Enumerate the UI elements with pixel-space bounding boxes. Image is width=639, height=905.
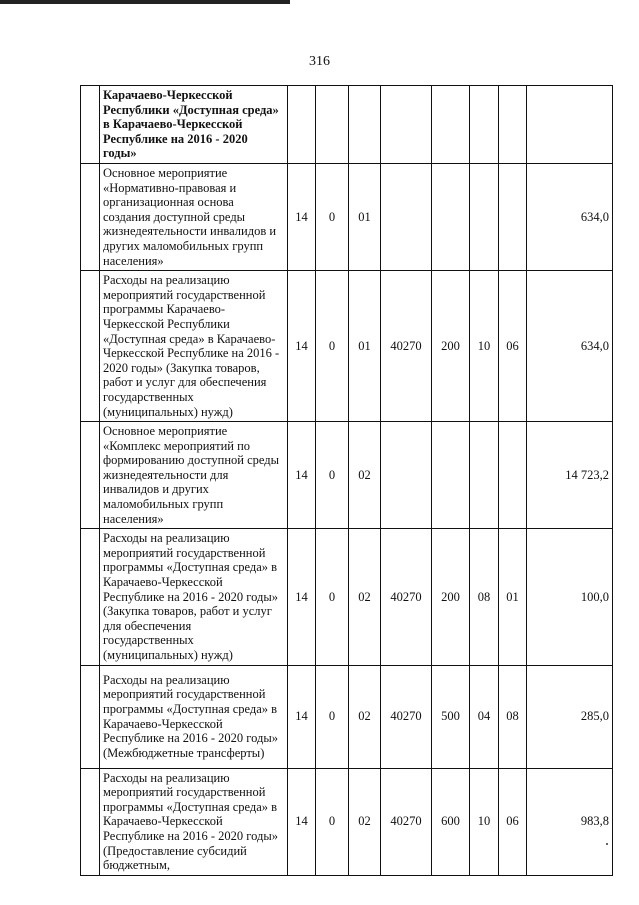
amount (527, 86, 613, 164)
program-code: 14 (288, 422, 316, 529)
event-code: 01 (349, 164, 381, 271)
direction-code: 40270 (381, 529, 432, 665)
section-code (470, 164, 499, 271)
program-code: 14 (288, 271, 316, 422)
row-number-cell (81, 529, 100, 665)
amount: 100,0 (527, 529, 613, 665)
table-row (81, 665, 613, 768)
table-row (81, 271, 613, 422)
table-row (81, 422, 613, 529)
row-name: Основное мероприятие «Комплекс мероприятий по формированию доступной среды жизнедеятельности для инвалидов и других маломобильных групп населения» (100, 422, 288, 529)
amount: 14 723,2 (527, 422, 613, 529)
section-code (470, 86, 499, 164)
program-code: 14 (288, 529, 316, 665)
subsection-code: 08 (499, 665, 527, 768)
amount: 634,0 (527, 164, 613, 271)
expense-type-code: 200 (432, 529, 470, 665)
amount: 634,0 (527, 271, 613, 422)
table-row (81, 164, 613, 271)
table-row (81, 768, 613, 875)
expense-type-code: 600 (432, 768, 470, 875)
subprogram-code: 0 (316, 271, 349, 422)
subsection-code: 06 (499, 271, 527, 422)
row-name: Карачаево-Черкесской Республики «Доступная среда» в Карачаево-Черкесской Республике на 2016 - 2020 годы» (100, 86, 288, 164)
row-name: Расходы на реализацию мероприятий государственной программы Карачаево-Черкесской Республики «Доступная среда» в Карачаево-Черкесской Республике на 2016 - 2020 годы» (Закупка товаров, работ и услуг для обеспечения государственных (муниципальных) нужд) (100, 271, 288, 422)
row-name: Расходы на реализацию мероприятий государственной программы «Доступная среда» в Карачаево-Черкесской Республике на 2016 - 2020 годы» (Предоставление субсидий бюджетным, (100, 768, 288, 875)
section-code: 10 (470, 768, 499, 875)
page-number: 316 (309, 54, 330, 69)
expense-type-code (432, 164, 470, 271)
direction-code: 40270 (381, 271, 432, 422)
row-number-cell (81, 86, 100, 164)
section-code: 04 (470, 665, 499, 768)
scan-edge-mark (0, 0, 290, 4)
subprogram-code: 0 (316, 422, 349, 529)
program-code: 14 (288, 665, 316, 768)
table-row (81, 86, 613, 164)
row-name: Основное мероприятие «Нормативно-правовая и организационная основа создания доступной среды жизнедеятельности инвалидов и других маломобильных групп населения» (100, 164, 288, 271)
budget-table (80, 85, 613, 876)
row-number-cell (81, 164, 100, 271)
program-code: 14 (288, 164, 316, 271)
subsection-code: 01 (499, 529, 527, 665)
row-number-cell (81, 271, 100, 422)
expense-type-code: 200 (432, 271, 470, 422)
table-row (81, 529, 613, 665)
direction-code (381, 86, 432, 164)
amount: 983,8 (527, 768, 613, 875)
direction-code: 40270 (381, 665, 432, 768)
subsection-code: 06 (499, 768, 527, 875)
event-code: 02 (349, 529, 381, 665)
subsection-code (499, 422, 527, 529)
program-code (288, 86, 316, 164)
section-code: 10 (470, 271, 499, 422)
event-code: 02 (349, 422, 381, 529)
subprogram-code: 0 (316, 768, 349, 875)
section-code (470, 422, 499, 529)
direction-code (381, 164, 432, 271)
row-number-cell (81, 422, 100, 529)
scan-speck (606, 843, 608, 845)
event-code: 02 (349, 665, 381, 768)
row-name: Расходы на реализацию мероприятий государственной программы «Доступная среда» в Карачаево-Черкесской Республике на 2016 - 2020 годы» (Межбюджетные трансферты) (100, 665, 288, 768)
subprogram-code (316, 86, 349, 164)
direction-code (381, 422, 432, 529)
expense-type-code: 500 (432, 665, 470, 768)
subprogram-code: 0 (316, 665, 349, 768)
program-code: 14 (288, 768, 316, 875)
direction-code: 40270 (381, 768, 432, 875)
subprogram-code: 0 (316, 164, 349, 271)
row-name: Расходы на реализацию мероприятий государственной программы «Доступная среда» в Карачаево-Черкесской Республике на 2016 - 2020 годы» (Закупка товаров, работ и услуг для обеспечения государственных (муниципальных) нужд) (100, 529, 288, 665)
row-number-cell (81, 768, 100, 875)
section-code: 08 (470, 529, 499, 665)
expense-type-code (432, 422, 470, 529)
subsection-code (499, 86, 527, 164)
event-code: 02 (349, 768, 381, 875)
event-code (349, 86, 381, 164)
expense-type-code (432, 86, 470, 164)
amount: 285,0 (527, 665, 613, 768)
subsection-code (499, 164, 527, 271)
event-code: 01 (349, 271, 381, 422)
subprogram-code: 0 (316, 529, 349, 665)
row-number-cell (81, 665, 100, 768)
